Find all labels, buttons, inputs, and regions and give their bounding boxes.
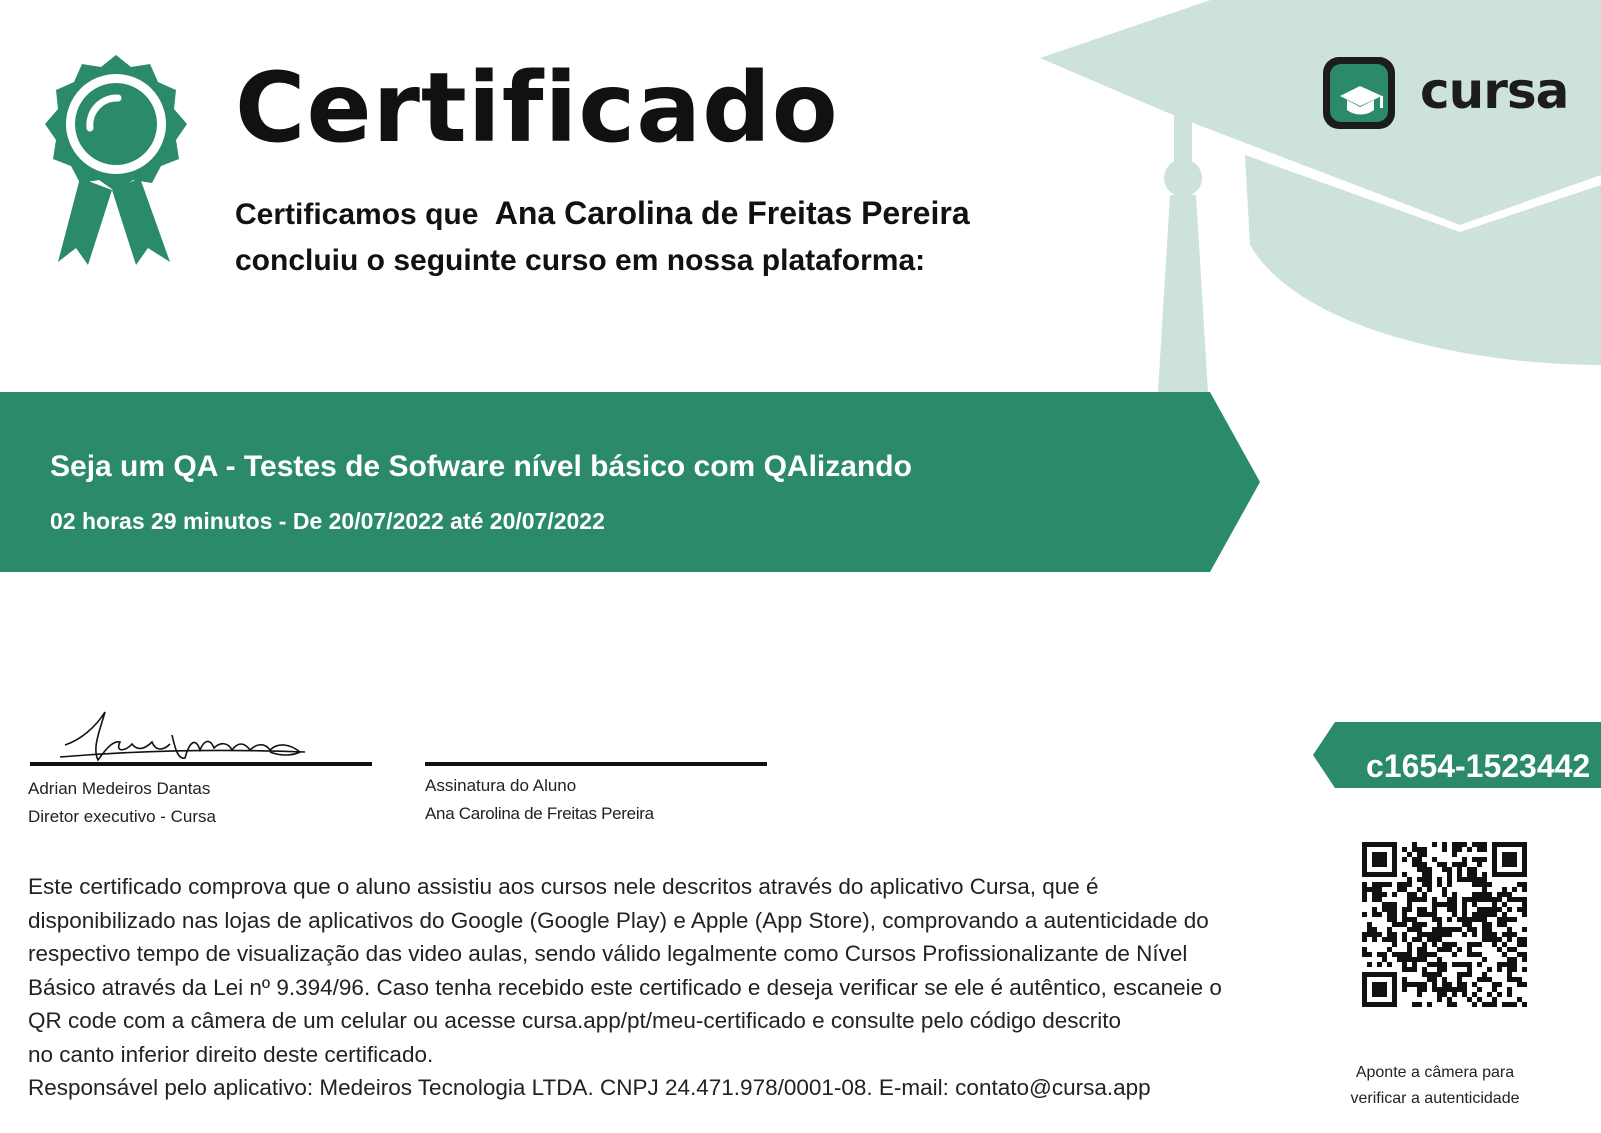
student-signature-label: Assinatura do Aluno [425, 776, 577, 795]
legal-line: respectivo tempo de visualização das video aulas, sendo válido legalmente como Cursos Profissionalizante de Nível [28, 941, 1188, 966]
director-signature-line [30, 762, 372, 766]
student-block [425, 772, 654, 828]
legal-line: QR code com a câmera de um celular ou acesse cursa.app/pt/meu-certificado e consulte pelo código descrito [28, 1008, 1122, 1033]
director-role: Diretor executivo - Cursa [28, 807, 217, 826]
legal-line: Responsável pelo aplicativo: Medeiros Tecnologia LTDA. CNPJ 24.471.978/0001-08. E-mail: contato@cursa.app [28, 1075, 1151, 1100]
student-signature-line [425, 762, 767, 766]
legal-line: no canto inferior direito deste certificado. [28, 1041, 434, 1067]
legal-line: Este certificado comprova que o aluno assistiu aos cursos nele descritos através do aplicativo Cursa, que é [28, 874, 1099, 899]
cursa-logo-text: cursa [1420, 62, 1569, 120]
qr-code[interactable] [1362, 842, 1527, 1007]
course-name: Seja um QA - Testes de Sofware nível básico com QAlizando [50, 450, 912, 483]
certificate-title: Certificado [235, 52, 839, 164]
student-signature-name: Ana Carolina de Freitas Pereira [425, 804, 654, 823]
award-ribbon-icon [45, 55, 187, 265]
director-block [28, 775, 216, 831]
certificate-intro [235, 190, 970, 284]
graduation-cap-icon [1040, 0, 1601, 392]
course-details: 02 horas 29 minutos - De 20/07/2022 até 20/07/2022 [50, 508, 605, 534]
verification-code[interactable]: c1654-1523442 [1366, 748, 1591, 784]
student-name: Ana Carolina de Freitas Pereira [494, 195, 970, 231]
director-signature [60, 712, 305, 760]
qr-caption [1345, 1060, 1525, 1112]
intro-prefix: Certificamos que [235, 198, 479, 231]
intro-line-1 [235, 190, 970, 238]
director-name: Adrian Medeiros Dantas [28, 779, 211, 798]
qr-caption-line-1: Aponte a câmera para [1355, 1064, 1515, 1081]
legal-line: disponibilizado nas lojas de aplicativos do Google (Google Play) e Apple (App Store), comprovando a autenticidade do [28, 907, 1209, 933]
cursa-logo-icon [1323, 57, 1395, 129]
legal-text [28, 870, 1328, 1105]
intro-suffix: concluiu o seguinte curso em nossa plataforma: [235, 244, 926, 277]
qr-caption-line-2: verificar a autenticidade [1350, 1090, 1520, 1107]
legal-line: Básico através da Lei nº 9.394/96. Caso tenha recebido este certificado e deseja verificar se ele é autêntico, escaneie o [28, 974, 1222, 1000]
